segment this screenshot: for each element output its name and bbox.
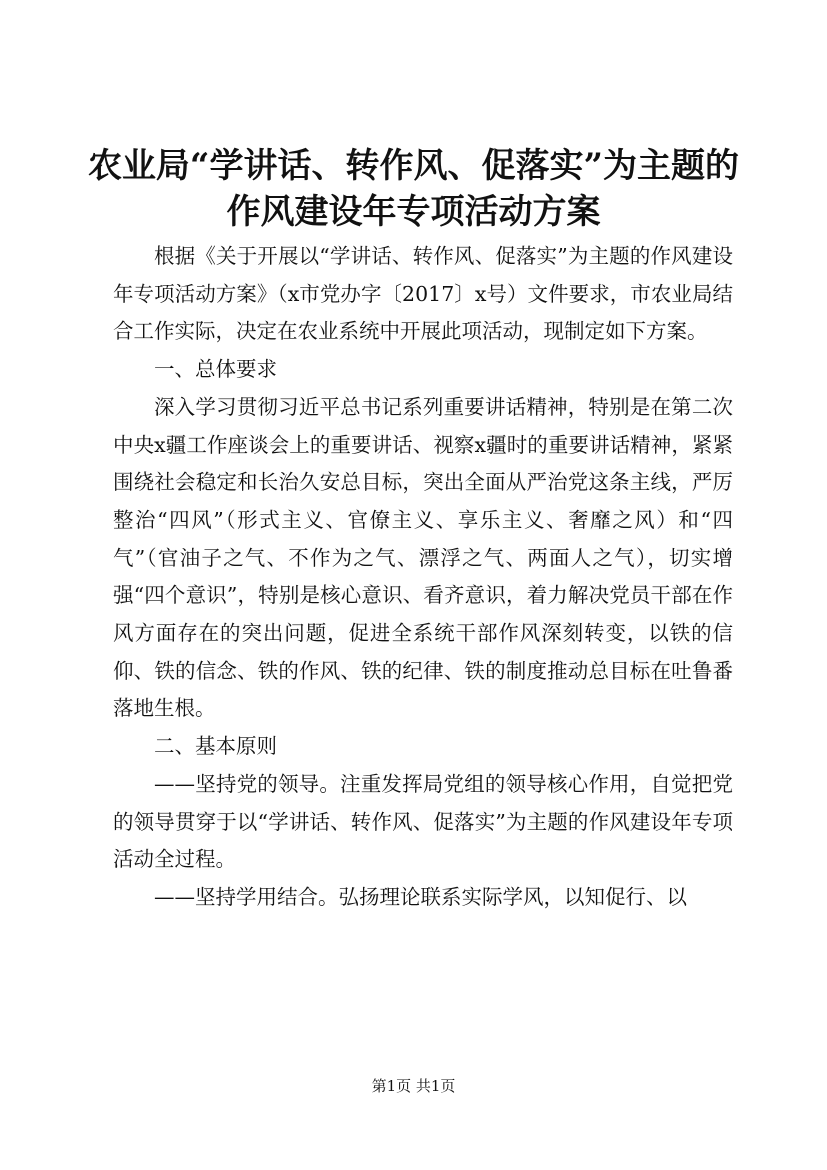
title-line-2: 作风建设年专项活动方案 [226, 192, 601, 232]
section-heading-general-requirements: 一、总体要求 [154, 357, 277, 382]
title-line-1: 农业局“学讲话、转作风、促落实”为主题的 [87, 146, 740, 186]
paragraph-principle-study-application: ——坚持学用结合。弘扬理论联系实际学风，以知促行、以 [154, 884, 687, 909]
section-heading-basic-principles: 二、基本原则 [154, 734, 277, 759]
page-number-label: 第1页 共1页 [371, 1077, 456, 1095]
document-title [0, 143, 827, 235]
document-body [113, 238, 733, 917]
paragraph-principle-party-leadership: ——坚持党的领导。注重发挥局党组的领导核心作用，自觉把党的领导贯穿于以“学讲话、转作风、促落实”为主题的作风建设年专项活动全过程。 [113, 771, 733, 872]
page-footer [0, 1076, 827, 1096]
paragraph-intro: 根据《关于开展以“学讲话、转作风、促落实”为主题的作风建设年专项活动方案》（x市党办字〔2017〕x号）文件要求，市农业局结合工作实际，决定在农业系统中开展此项活动，现制定如下方案。 [113, 244, 733, 344]
paragraph-general-requirements: 深入学习贯彻习近平总书记系列重要讲话精神，特别是在第二次中央x疆工作座谈会上的重要讲话、视察x疆时的重要讲话精神，紧紧围绕社会稳定和长治久安总目标，突出全面从严治党这条主线，严厉整治“四风”（形式主义、官僚主义、享乐主义、奢靡之风）和“四气”（官油子之气、不作为之气、漂浮之气、两面人之气），切实增强“四个意识”，特别是核心意识、看齐意识，着力解决党员干部在作风方面存在的突出问题，促进全系统干部作风深刻转变，以铁的信仰、铁的信念、铁的作风、铁的纪律、铁的制度推动总目标在吐鲁番落地生根。 [113, 394, 733, 721]
